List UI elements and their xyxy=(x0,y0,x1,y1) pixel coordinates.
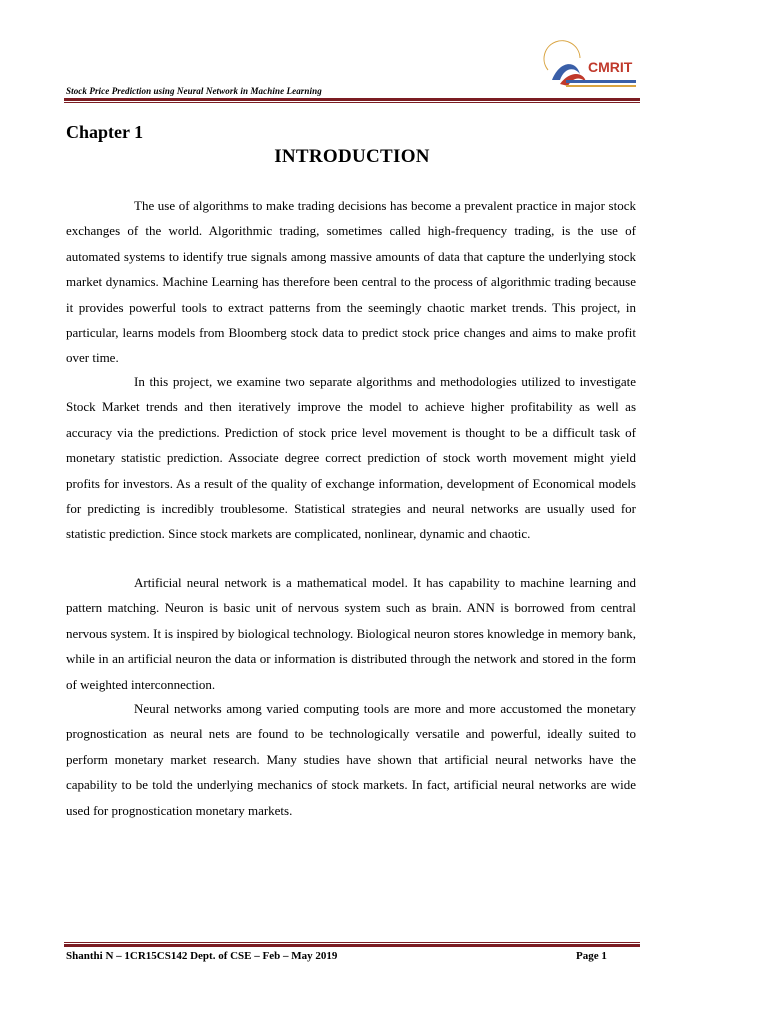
svg-text:CMRIT: CMRIT xyxy=(588,59,633,75)
footer-rule xyxy=(64,944,640,947)
cmrit-logo xyxy=(530,40,640,98)
page-number: Page 1 xyxy=(576,950,607,962)
running-header-title: Stock Price Prediction using Neural Network in Machine Learning xyxy=(66,86,322,96)
footer-author-info: Shanthi N – 1CR15CS142 Dept. of CSE – Feb – May 2019 xyxy=(66,950,338,962)
chapter-label: Chapter 1 xyxy=(66,122,144,142)
header-rule-thin xyxy=(64,102,640,103)
paragraph-2: In this project, we examine two separate algorithms and methodologies utilized to investigate Stock Market trends and then iteratively improve the model to achieve higher profitability as well as accuracy via the predictions. Prediction of stock price level movement is thought to be a difficult task of monetary statistic prediction. Associate degree correct prediction of stock worth movement might yield profits for investors. As a result of the quality of exchange information, development of Economical models for predicting is incredibly troublesome. Statistical strategies and neural networks are usually used for statistic prediction. Since stock markets are complicated, nonlinear, dynamic and chaotic. xyxy=(66,374,636,542)
paragraph-3: Artificial neural network is a mathematical model. It has capability to machine learning and pattern matching. Neuron is basic unit of nervous system such as brain. ANN is borrowed from central nervous system. It is inspired by biological technology. Biological neuron stores knowledge in memory bank, while in an artificial neuron the data or information is distributed through the network and stored in the form of weighted interconnection. xyxy=(66,575,636,692)
footer-rule-thin xyxy=(64,942,640,943)
paragraph-1: The use of algorithms to make trading decisions has become a prevalent practice in major stock exchanges of the world. Algorithmic trading, sometimes called high-frequency trading, is the use of automated systems to identify true signals among massive amounts of data that capture the underlying stock market dynamics. Machine Learning has therefore been central to the process of algorithmic trading because it provides powerful tools to extract patterns from the seemingly chaotic market trends. This project, in particular, learns models from Bloomberg stock data to predict stock price changes and aims to make profit over time. xyxy=(66,198,636,366)
section-heading: INTRODUCTION xyxy=(274,146,430,167)
header-rule xyxy=(64,98,640,101)
paragraph-4: Neural networks among varied computing tools are more and more accustomed the monetary prognostication as neural nets are found to be technologically versatile and powerful, ideally suited to perform monetary market research. Many studies have shown that artificial neural networks have the capability to be told the underlying mechanics of stock markets. In fact, artificial neural networks are wide used for prognostication monetary markets. xyxy=(66,701,636,818)
